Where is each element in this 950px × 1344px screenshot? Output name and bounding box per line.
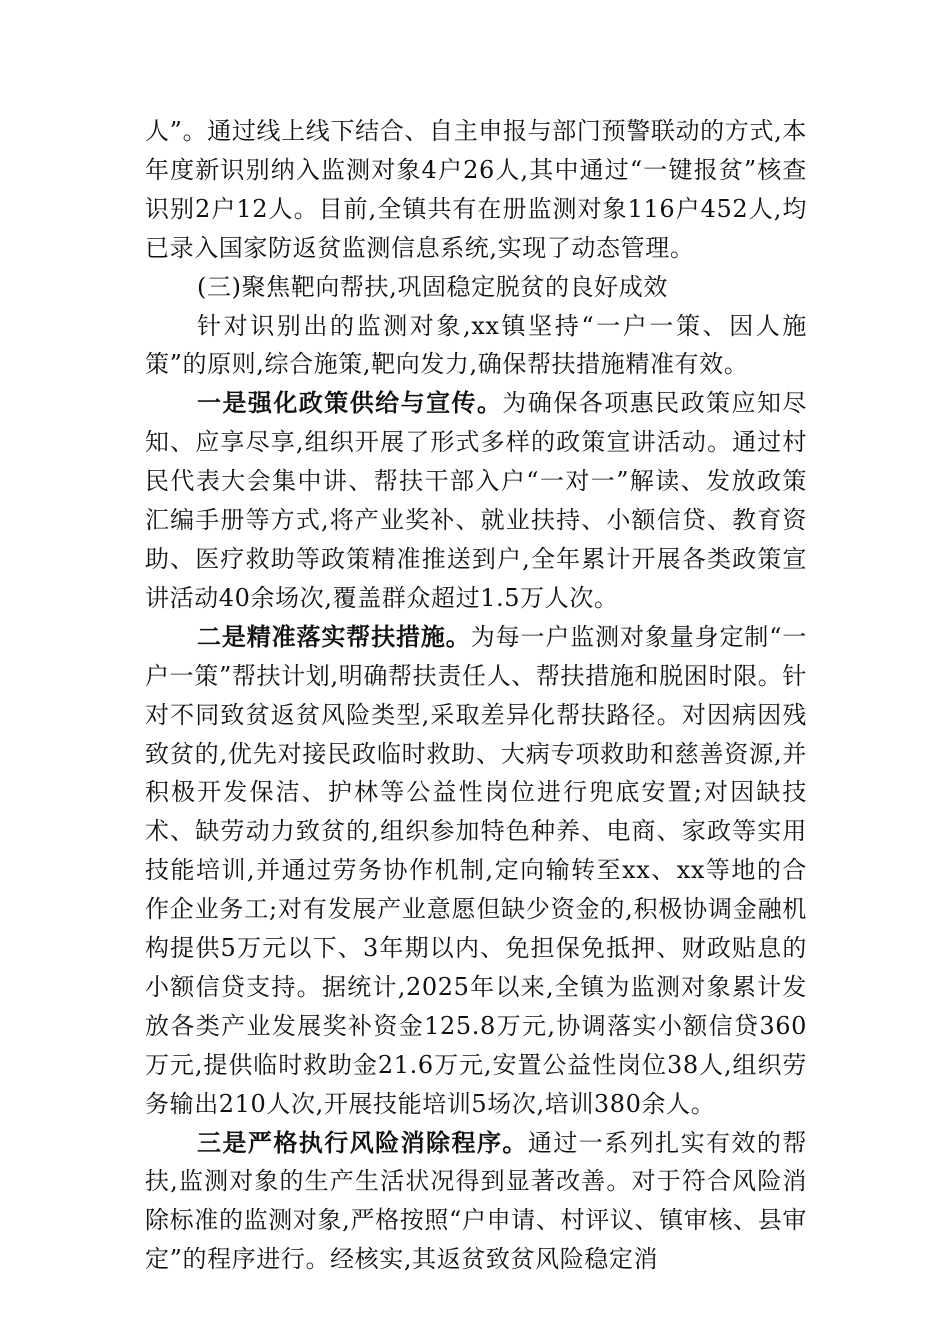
paragraph-lead: 一是强化政策供给与宣传。 [197, 388, 503, 418]
paragraph-risk-elimination [145, 1124, 807, 1280]
paragraph-continuation [145, 112, 807, 268]
paragraph-text: 针对识别出的监测对象,xx镇坚持“一户一策、因人施策”的原则,综合施策,靶向发力,确保帮扶措施精准有效。 [145, 311, 807, 379]
paragraph-lead: 二是精准落实帮扶措施。 [197, 621, 471, 651]
paragraph-lead: 三是严格执行风险消除程序。 [197, 1127, 528, 1157]
paragraph-text: 通过一系列扎实有效的帮扶,监测对象的生产生活状况得到显著改善。对于符合风险消除标准的监测对象,严格按照“户申请、村评议、镇审核、县审定”的程序进行。经核实,其返贫致贫风险稳定消 [145, 1128, 807, 1274]
paragraph-assistance-measures [145, 618, 807, 1124]
paragraph-text: 为每一户监测对象量身定制“一户一策”帮扶计划,明确帮扶责任人、帮扶措施和脱困时限。针对不同致贫返贫风险类型,采取差异化帮扶路径。对因病因残致贫的,优先对接民政临时救助、大病专项救助和慈善资源,并积极开发保洁、护林等公益性岗位进行兜底安置;对因缺技术、缺劳动力致贫的,组织参加特色种养、电商、家政等实用技能培训,并通过劳务协作机制,定向输转至xx、xx等地的合作企业务工;对有发展产业意愿但缺少资金的,积极协调金融机构提供5万元以下、3年期以内、免担保免抵押、财政贴息的小额信贷支持。据统计,2025年以来,全镇为监测对象累计发放各类产业发展奖补资金125.8万元,协调落实小额信贷360万元,提供临时救助金21.6万元,安置公益性岗位38人,组织劳务输出210人次,开展技能培训5场次,培训380余人。 [145, 622, 807, 1118]
paragraph-text: 为确保各项惠民政策应知尽知、应享尽享,组织开展了形式多样的政策宣讲活动。通过村民代表大会集中讲、帮扶干部入户“一对一”解读、发放政策汇编手册等方式,将产业奖补、就业扶持、小额信贷、教育资助、医疗救助等政策精准推送到户,全年累计开展各类政策宣讲活动40余场次,覆盖群众超过1.5万人次。 [145, 389, 807, 612]
document-page [145, 112, 807, 1279]
section-heading [145, 268, 807, 307]
section-heading-text: (三)聚焦靶向帮扶,巩固稳定脱贫的良好成效 [197, 272, 668, 301]
paragraph-intro [145, 307, 807, 385]
paragraph-policy-supply [145, 384, 807, 617]
paragraph-text: 人”。通过线上线下结合、自主申报与部门预警联动的方式,本年度新识别纳入监测对象4户26人,其中通过“一键报贫”核查识别2户12人。目前,全镇共有在册监测对象116户452人,均已录入国家防返贫监测信息系统,实现了动态管理。 [145, 117, 807, 262]
